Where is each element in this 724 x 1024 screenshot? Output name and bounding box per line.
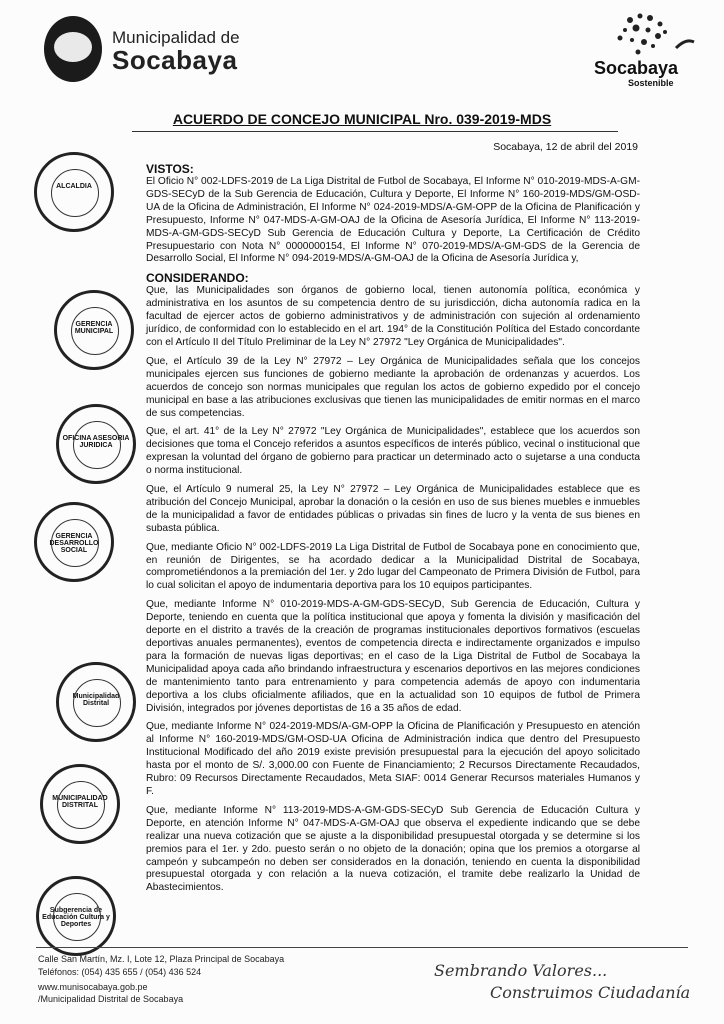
seal-desarrollo-social: GERENCIA DESARROLLO SOCIAL <box>34 502 114 582</box>
document-date: Socabaya, 12 de abril del 2019 <box>493 141 638 153</box>
considerando-paragraph: Que, mediante Oficio N° 002-LDFS-2019 La Liga Distrital de Futbol de Socabaya pone en conocimiento que, en reunión de Dirigentes, se ha acordado dedicar a la Municipalidad Distrital de Socabaya, comprometiéndonos a la premiación del 1er. y 2do lugar del Campeonato de Primera División de Futbol, para lo cual solicitan el apoyo de indumentaria deportiva para los 10 equipos participantes. <box>146 541 640 592</box>
footer-phones: Teléfonos: (054) 435 655 / (054) 436 524 <box>38 967 202 977</box>
footer-divider <box>36 947 688 948</box>
seal-asesoria-juridica: OFICINA ASESORIA JURIDICA <box>56 404 136 484</box>
title-divider <box>132 131 618 132</box>
letterhead <box>0 0 724 100</box>
footer-website: www.munisocabaya.gob.pe <box>38 982 148 992</box>
brand-subtitle: Municipalidad de <box>112 28 240 47</box>
considerando-paragraph: Que, mediante Informe N° 113-2019-MDS-A-GM-GDS-SECyD Sub Gerencia de Educación Cultura y Deporte, en atención Informe N° 047-MDS-A-GM-OAJ que observa el expediente indicando que se debe realizar una nueva cotización que se ajuste a la disponibilidad presupuestal otorgada y se determine si los premios para el 1er. y 2do. puesto serán o no objeto de la donación; opina que los premios a otorgarse al campeón y subcampeón no deben ser considerados en la donación, teniendo en cuenta la disponibilidad presupuestal otorgada y con relación a la nueva cotización, el tramite debe realizarlo la Unidad de Abastecimientos. <box>146 804 640 894</box>
document-body <box>146 163 640 901</box>
municipal-crest-logo <box>44 16 102 82</box>
considerando-paragraph: Que, mediante Informe N° 024-2019-MDS/A-GM-OPP la Oficina de Planificación y Presupuesto en atención al Informe N° 160-2019-MDS/GM-OSD-UA Oficina de Administración indica que dentro del Presupuesto Institucional Modificado del año 2019 existe previsión presupuestal para la ejecución del apoyo solicitado hasta por el monto de S/. 3,000.00 con Fuente de Financiamiento; 2 Recursos Directamente Recaudados, Rubro: 09 Recursos Directamente Recaudados, Meta SIAF: 0014 Generar Recursos materiales Humanos y F. <box>146 721 640 797</box>
footer-slogan-line-1: Sembrando Valores... <box>434 961 608 980</box>
considerando-heading: CONSIDERANDO: <box>146 271 249 286</box>
considerando-paragraph: Que, las Municipalidades son órganos de gobierno local, tienen autonomía política, económica y administrativa en los asuntos de su competencia dentro de su jurisdicción, dicha autonomía radica en la facultad de ejercer actos de gobierno administrativos y de administración con sujeción al ordenamiento jurídico, de conformidad con lo establecido en el art. 194° de la Constitución Política del Estado concordante con el Artículo II del Título Preliminar de la Ley N° 27972 "Ley Orgánica de Municipalidades". <box>146 285 640 348</box>
footer-address: Calle San Martín, Mz. I, Lote 12, Plaza Principal de Socabaya <box>38 954 285 964</box>
brand-name: Socabaya <box>112 45 238 75</box>
right-logo-tagline: Sostenible <box>628 78 674 88</box>
seal-alcaldia: ALCALDIA <box>34 152 114 232</box>
seal-municipalidad-1: Municipalidad Distrital <box>56 662 136 742</box>
considerando-paragraph: Que, mediante Informe N° 010-2019-MDS-A-GM-GDS-SECyD, Sub Gerencia de Educación, Cultura y Deporte, teniendo en cuenta que la política institucional que apoya y fomenta la división y masificación del deporte en el distrito a través de la creación de programas institucionales deportivos formativos (escuelas deportivas anuales permanentes), eventos de competencia directa e indirectamente organizados e impulso para la formación de nuevas ligas deportivas; en el caso de la Liga Distrital de Futbol de Socabaya la Municipalidad apoya cada año brindando infraestructura y escenarios deportivos en las mejores condiciones de mantenimiento tanto para entrenamiento y para competencia además de apoyo con indumentaria deportiva a los clubs oficialmente afiliados, que en la actualidad son 10 equipos de futbol de Primera División, integrados por jóvenes deportistas de 16 a 35 años de edad. <box>146 599 640 714</box>
vistos-text: El Oficio N° 002-LDFS-2019 de La Liga Distrital de Futbol de Socabaya, El Informe N° 010-2019-MDS-A-GM-GDS-SECyD de la Sub Gerencia de Educación, Cultura y Deporte, El Informe N° 160-2019-MDS/GM-OSD-UA de la Oficina de Administración, El Informe N° 024-2019-MDS/A-GM-OPP de la Oficina de Planificación y Presupuesto, Informe N° 047-MDS-A-GM-OAJ de la Oficina de Asesoría Jurídica, El Informe N° 113-2019-MDS-A-GM-GDS-SECyD Sub Gerencia de Educación Cultura y Deporte, La Certificación de Crédito Presupuestario con Nota N° 0000000154, El Informe N° 070-2019-MDS/A-GM-GDS de la Gerencia de Desarrollo Social, El Informe N° 094-2019-MDS/A-GM-OAJ de la Oficina de Asesoría Jurídica y, <box>146 176 640 265</box>
document-title: ACUERDO DE CONCEJO MUNICIPAL Nro. 039-2019-MDS <box>172 111 552 127</box>
footer-slogan-line-2: Construimos Ciudadanía <box>490 983 691 1002</box>
seal-municipalidad-2: MUNICIPALIDAD DISTRITAL <box>40 764 120 844</box>
seal-gerencia-municipal: GERENCIA MUNICIPAL <box>54 290 134 370</box>
seal-educacion-cultura: Subgerencia de Educación Cultura y Deportes <box>36 876 116 956</box>
considerando-paragraph: Que, el Artículo 39 de la Ley N° 27972 – Ley Orgánica de Municipalidades señala que los concejos municipales ejercen sus funciones de gobierno mediante la aprobación de ordenanzas y acuerdos. Los acuerdos de concejo son normas municipales que regulan los actos de gobierno expedido por el concejo municipal en base a las atribuciones exclusivas que tienen las municipalidades de emitir normas en el marco de sus competencias. <box>146 355 640 419</box>
vistos-heading: VISTOS: <box>146 162 194 176</box>
considerando-paragraph: Que, el Artículo 9 numeral 25, la Ley N° 27972 – Ley Orgánica de Municipalidades establece que es atribución del Concejo Municipal, aprobar la donación o la cesión en uso de sus bienes muebles e inmuebles de la municipalidad a favor de entidades públicas o privadas sin fines de lucro y la venta de sus bienes en subasta pública. <box>146 484 640 534</box>
considerando-paragraph: Que, el art. 41° de la Ley N° 27972 "Ley Orgánica de Municipalidades", establece que los acuerdos son decisiones que toma el Concejo referidos a asuntos específicos de interés público, vecinal o institucional que expresan la voluntad del órgano de gobierno para practicar un determinado acto o sujetarse a una conducta o norma institucional. <box>146 426 640 477</box>
right-logo-name: Socabaya <box>594 58 679 78</box>
footer-facebook: /Municipalidad Distrital de Socabaya <box>38 994 184 1004</box>
